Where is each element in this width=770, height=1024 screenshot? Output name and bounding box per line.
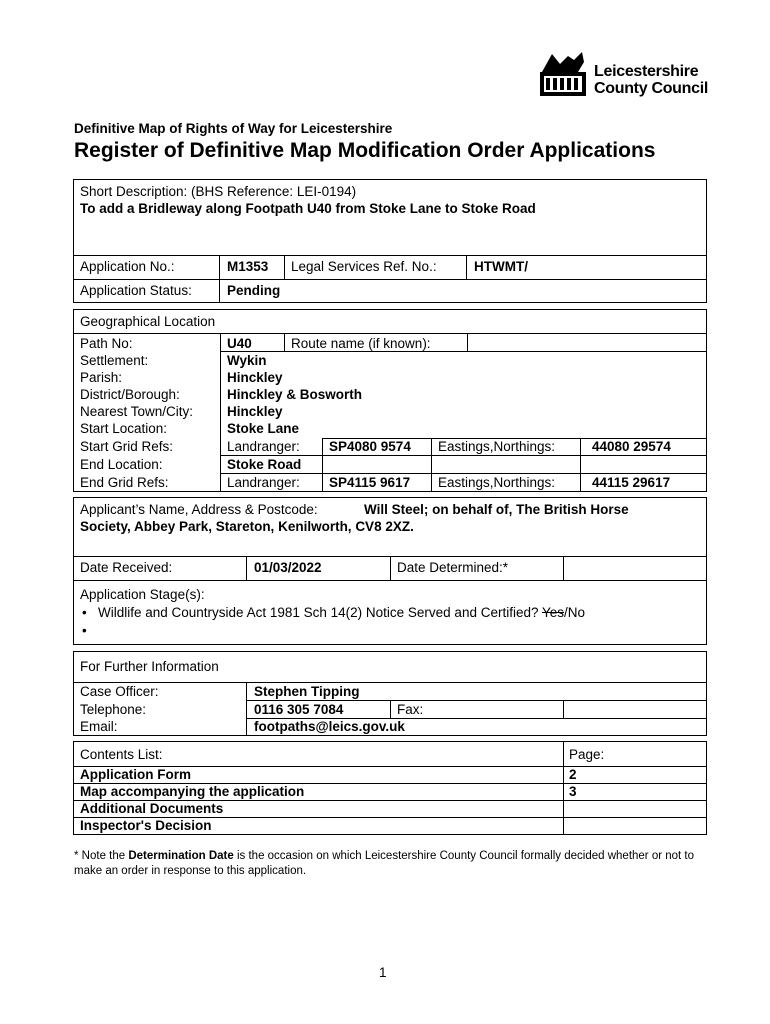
divider <box>220 455 707 456</box>
start-location-label: Start Location: <box>80 421 168 436</box>
path-no-value: U40 <box>227 336 252 351</box>
contents-item-label: Application Form <box>80 767 191 782</box>
contents-item-page: 2 <box>569 767 577 782</box>
date-determined-label: Date Determined:* <box>397 560 509 575</box>
footnote-bold: Determination Date <box>128 850 234 862</box>
telephone-label: Telephone: <box>80 702 147 717</box>
nearest-town-value: Hinckley <box>227 404 283 419</box>
contents-item-page: 3 <box>569 784 577 799</box>
contents-item-label: Additional Documents <box>80 801 224 816</box>
applicant-value-line-1: Will Steel; on behalf of, The British Horse <box>364 502 629 517</box>
contents-item-label: Inspector's Decision <box>80 818 212 833</box>
case-officer-value: Stephen Tipping <box>254 684 360 699</box>
geographical-location-heading: Geographical Location <box>80 314 216 329</box>
footnote <box>74 849 714 879</box>
page-number: 1 <box>379 965 387 980</box>
district-label: District/Borough: <box>80 387 180 402</box>
document-title: Register of Definitive Map Modification Order Applications <box>74 139 656 162</box>
stage-item-1-separator: / <box>564 605 568 620</box>
footnote-rest: is the occasion on which Leicestershire County Council formally decided whether or not to make an order in response to this application. <box>74 850 695 877</box>
logo-line-1: Leicestershire <box>594 63 699 80</box>
legal-services-ref-value: HTWMT/ <box>474 259 528 274</box>
end-landranger-value: SP4115 9617 <box>329 475 411 490</box>
fox-crest-icon <box>538 50 588 98</box>
end-landranger-label: Landranger: <box>227 475 300 490</box>
divider <box>322 438 323 492</box>
application-status-label: Application Status: <box>80 283 192 298</box>
parish-value: Hinckley <box>227 370 283 385</box>
email-label: Email: <box>80 719 118 734</box>
stage-item-1-no: No <box>567 605 586 620</box>
divider <box>563 742 564 835</box>
end-location-value: Stoke Road <box>227 457 302 472</box>
divider <box>580 438 581 492</box>
short-description-value: To add a Bridleway along Footpath U40 from Stoke Lane to Stoke Road <box>80 201 536 216</box>
stage-item-1 <box>98 605 585 621</box>
stage-bullet-1: • <box>82 605 87 620</box>
divider <box>246 682 247 736</box>
date-received-label: Date Received: <box>80 560 173 575</box>
stage-item-1-text: Wildlife and Countryside Act 1981 Sch 14(2) Notice Served and Certified? <box>98 605 539 620</box>
application-status-value: Pending <box>227 283 281 298</box>
nearest-town-label: Nearest Town/City: <box>80 404 194 419</box>
short-description-label: Short Description: (BHS Reference: LEI-0194) <box>80 184 357 199</box>
parish-label: Parish: <box>80 370 123 385</box>
divider <box>563 556 564 581</box>
further-information-box <box>73 651 707 736</box>
stage-item-1-yes: Yes <box>542 605 565 620</box>
contents-item-label: Map accompanying the application <box>80 784 305 799</box>
application-summary-box <box>73 179 707 303</box>
logo-line-2: County Council <box>594 80 709 97</box>
start-grid-refs-label: Start Grid Refs: <box>80 439 174 454</box>
divider <box>220 333 221 492</box>
path-no-label: Path No: <box>80 336 133 351</box>
end-eastings-value: 44115 29617 <box>592 475 671 490</box>
divider <box>390 556 391 581</box>
route-name-label: Route name (if known): <box>291 336 431 351</box>
applicant-box <box>73 497 707 581</box>
end-eastings-label: Eastings,Northings: <box>438 475 556 490</box>
legal-services-ref-label: Legal Services Ref. No.: <box>291 259 437 274</box>
contents-list-box <box>73 741 707 835</box>
case-officer-label: Case Officer: <box>80 684 159 699</box>
divider <box>220 473 707 474</box>
application-no-label: Application No.: <box>80 259 175 274</box>
divider <box>563 700 564 718</box>
email-link[interactable]: footpaths@leics.gov.uk <box>254 719 405 734</box>
divider <box>246 700 707 701</box>
application-stages-heading: Application Stage(s): <box>80 587 205 602</box>
divider <box>284 333 285 351</box>
application-stages-box <box>73 581 707 645</box>
geographical-location-box <box>73 309 707 492</box>
fax-label: Fax: <box>397 702 424 717</box>
settlement-label: Settlement: <box>80 353 149 368</box>
start-eastings-value: 44080 29574 <box>592 439 671 454</box>
divider <box>246 556 247 581</box>
applicant-value-line-2: Society, Abbey Park, Stareton, Kenilworth, CV8 2XZ. <box>80 519 414 534</box>
council-logo <box>538 50 710 98</box>
telephone-value: 0116 305 7084 <box>254 702 344 717</box>
contents-list-heading: Contents List: <box>80 747 163 762</box>
divider <box>219 255 220 303</box>
divider <box>74 255 707 256</box>
date-received-value: 01/03/2022 <box>254 560 322 575</box>
start-eastings-label: Eastings,Northings: <box>438 439 556 454</box>
start-landranger-label: Landranger: <box>227 439 300 454</box>
divider <box>466 255 467 279</box>
start-location-value: Stoke Lane <box>227 421 300 436</box>
divider <box>74 279 707 280</box>
divider <box>467 333 468 351</box>
applicant-label: Applicant’s Name, Address & Postcode: <box>80 502 318 517</box>
end-grid-refs-label: End Grid Refs: <box>80 475 169 490</box>
divider <box>74 682 707 683</box>
divider <box>284 255 285 279</box>
page-heading: Page: <box>569 747 605 762</box>
start-landranger-value: SP4080 9574 <box>329 439 411 454</box>
divider <box>74 333 707 334</box>
stage-bullet-2: • <box>82 623 87 638</box>
district-value: Hinckley & Bosworth <box>227 387 363 402</box>
further-information-heading: For Further Information <box>80 659 219 674</box>
footnote-prefix: * Note the <box>74 850 129 862</box>
divider <box>431 438 432 492</box>
application-no-value: M1353 <box>227 259 269 274</box>
settlement-value: Wykin <box>227 353 267 368</box>
document-supertitle: Definitive Map of Rights of Way for Leicestershire <box>74 121 393 136</box>
end-location-label: End Location: <box>80 457 163 472</box>
divider <box>390 700 391 718</box>
